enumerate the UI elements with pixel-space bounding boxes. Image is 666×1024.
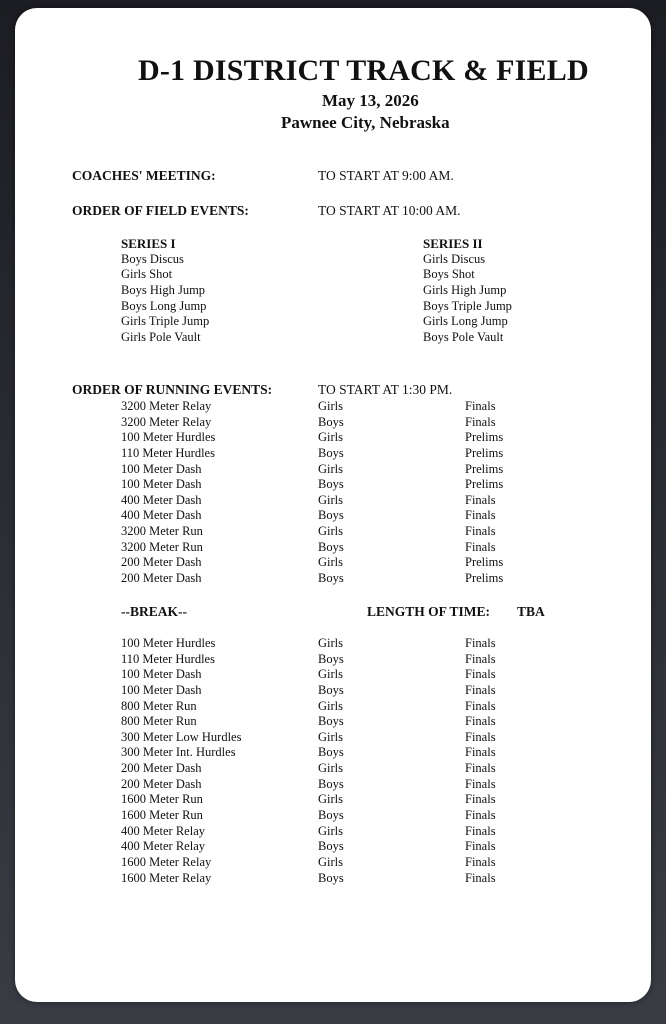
- event-gender: Boys: [318, 414, 344, 429]
- event-name: 100 Meter Dash: [121, 667, 202, 682]
- event-row: [0, 430, 666, 446]
- series-item: Boys Triple Jump: [423, 298, 512, 313]
- event-name: 100 Meter Dash: [121, 461, 202, 476]
- series-item: Girls Shot: [121, 267, 173, 282]
- event-name: 300 Meter Low Hurdles: [121, 729, 242, 744]
- event-gender: Boys: [318, 477, 344, 492]
- event-row: [0, 683, 666, 699]
- event-row: [0, 493, 666, 509]
- event-name: 400 Meter Dash: [121, 508, 202, 523]
- event-gender: Girls: [318, 430, 343, 445]
- series-1-heading: SERIES I: [121, 236, 176, 251]
- event-round: Prelims: [465, 461, 504, 476]
- event-gender: Girls: [318, 636, 343, 650]
- field-events-time: TO START AT 10:00 AM.: [318, 203, 461, 218]
- series-2: [423, 236, 512, 346]
- event-round: Finals: [465, 399, 496, 413]
- event-name: 1600 Meter Relay: [121, 870, 212, 885]
- event-name: 400 Meter Relay: [121, 823, 206, 838]
- event-row: [0, 652, 666, 668]
- event-row: [0, 792, 666, 808]
- event-gender: Girls: [318, 729, 343, 744]
- running-events-block-1: [0, 399, 666, 587]
- event-round: Finals: [465, 524, 496, 539]
- event-gender: Girls: [318, 524, 343, 539]
- event-name: 1600 Meter Run: [121, 792, 203, 807]
- event-gender: Girls: [318, 792, 343, 807]
- meet-location: Pawnee City, Nebraska: [281, 113, 450, 132]
- event-gender: Girls: [318, 555, 343, 570]
- series-item: Boys Discus: [121, 251, 184, 266]
- event-gender: Boys: [318, 745, 344, 760]
- event-round: Finals: [465, 808, 496, 823]
- event-round: Finals: [465, 792, 496, 807]
- event-round: Finals: [465, 839, 496, 854]
- event-gender: Boys: [318, 508, 344, 523]
- event-round: Finals: [465, 539, 496, 554]
- event-gender: Girls: [318, 667, 343, 682]
- break-label: --BREAK--: [121, 604, 187, 619]
- event-round: Finals: [465, 714, 496, 729]
- series-item: Girls High Jump: [423, 282, 507, 297]
- event-round: Finals: [465, 682, 496, 697]
- event-gender: Boys: [318, 714, 344, 729]
- series-item: Boys Long Jump: [121, 298, 207, 313]
- coaches-meeting-label: COACHES' MEETING:: [72, 168, 216, 183]
- event-row: [0, 415, 666, 431]
- event-round: Prelims: [465, 477, 504, 492]
- series-1: [121, 236, 209, 346]
- event-gender: Boys: [318, 571, 344, 586]
- event-name: 800 Meter Run: [121, 698, 197, 713]
- event-name: 200 Meter Dash: [121, 776, 202, 791]
- event-row: [0, 824, 666, 840]
- event-round: Prelims: [465, 430, 504, 445]
- event-round: Finals: [465, 761, 496, 776]
- series-item: Girls Discus: [423, 251, 486, 266]
- event-row: [0, 745, 666, 761]
- event-round: Finals: [465, 854, 496, 869]
- event-round: Finals: [465, 492, 496, 507]
- event-name: 110 Meter Hurdles: [121, 651, 215, 666]
- break-time-value: TBA: [517, 604, 545, 619]
- event-name: 100 Meter Dash: [121, 477, 202, 492]
- event-gender: Boys: [318, 808, 344, 823]
- event-name: 800 Meter Run: [121, 714, 197, 729]
- event-name: 400 Meter Dash: [121, 492, 202, 507]
- series-item: Girls Long Jump: [423, 314, 508, 329]
- series-item: Boys High Jump: [121, 282, 206, 297]
- event-round: Finals: [465, 414, 496, 429]
- event-gender: Girls: [318, 823, 343, 838]
- event-gender: Girls: [318, 492, 343, 507]
- event-row: [0, 839, 666, 855]
- event-gender: Boys: [318, 870, 344, 885]
- break-time-label: LENGTH OF TIME:: [367, 604, 491, 619]
- event-row: [0, 446, 666, 462]
- event-row: [0, 808, 666, 824]
- event-name: 300 Meter Int. Hurdles: [121, 745, 236, 760]
- event-round: Finals: [465, 667, 496, 682]
- event-row: [0, 699, 666, 715]
- event-round: Finals: [465, 745, 496, 760]
- running-events-time: TO START AT 1:30 PM.: [318, 382, 453, 397]
- event-row: [0, 636, 666, 652]
- event-name: 100 Meter Hurdles: [121, 430, 216, 445]
- series-item: Boys Pole Vault: [423, 329, 504, 344]
- event-row: [0, 477, 666, 493]
- event-gender: Girls: [318, 399, 343, 413]
- event-gender: Boys: [318, 445, 344, 460]
- event-name: 100 Meter Dash: [121, 682, 202, 697]
- event-row: [0, 714, 666, 730]
- event-round: Finals: [465, 651, 496, 666]
- series-item: Girls Triple Jump: [121, 314, 210, 329]
- event-name: 200 Meter Dash: [121, 761, 202, 776]
- event-row: [0, 540, 666, 556]
- event-name: 110 Meter Hurdles: [121, 445, 215, 460]
- event-name: 3200 Meter Relay: [121, 414, 212, 429]
- event-row: [0, 761, 666, 777]
- event-round: Prelims: [465, 571, 504, 586]
- event-gender: Boys: [318, 539, 344, 554]
- event-row: [0, 667, 666, 683]
- event-round: Finals: [465, 636, 496, 650]
- coaches-meeting-time: TO START AT 9:00 AM.: [318, 168, 454, 183]
- event-gender: Boys: [318, 839, 344, 854]
- event-name: 3200 Meter Run: [121, 539, 203, 554]
- event-round: Prelims: [465, 445, 504, 460]
- document-title: D-1 DISTRICT TRACK & FIELD: [138, 54, 589, 87]
- event-row: [0, 571, 666, 587]
- event-round: Prelims: [465, 555, 504, 570]
- event-row: [0, 508, 666, 524]
- event-name: 200 Meter Dash: [121, 555, 202, 570]
- event-name: 3200 Meter Relay: [121, 399, 212, 413]
- field-events-label: ORDER OF FIELD EVENTS:: [72, 203, 249, 218]
- event-round: Finals: [465, 508, 496, 523]
- event-row: [0, 555, 666, 571]
- event-row: [0, 871, 666, 887]
- event-name: 1600 Meter Relay: [121, 854, 212, 869]
- event-gender: Boys: [318, 651, 344, 666]
- event-round: Finals: [465, 729, 496, 744]
- event-gender: Girls: [318, 461, 343, 476]
- event-gender: Girls: [318, 854, 343, 869]
- event-round: Finals: [465, 776, 496, 791]
- event-row: [0, 730, 666, 746]
- event-gender: Boys: [318, 682, 344, 697]
- running-events-block-2: [0, 636, 666, 886]
- event-round: Finals: [465, 698, 496, 713]
- event-row: [0, 462, 666, 478]
- event-name: 1600 Meter Run: [121, 808, 203, 823]
- series-item: Boys Shot: [423, 267, 475, 282]
- event-name: 100 Meter Hurdles: [121, 636, 216, 650]
- event-name: 200 Meter Dash: [121, 571, 202, 586]
- event-gender: Boys: [318, 776, 344, 791]
- event-name: 3200 Meter Run: [121, 524, 203, 539]
- event-row: [0, 777, 666, 793]
- event-row: [0, 524, 666, 540]
- event-gender: Girls: [318, 698, 343, 713]
- event-row: [0, 399, 666, 415]
- event-name: 400 Meter Relay: [121, 839, 206, 854]
- event-round: Finals: [465, 870, 496, 885]
- series-2-heading: SERIES II: [423, 236, 483, 251]
- meet-date: May 13, 2026: [322, 91, 419, 110]
- event-round: Finals: [465, 823, 496, 838]
- running-events-label: ORDER OF RUNNING EVENTS:: [72, 382, 273, 397]
- series-item: Girls Pole Vault: [121, 329, 201, 344]
- event-gender: Girls: [318, 761, 343, 776]
- event-row: [0, 855, 666, 871]
